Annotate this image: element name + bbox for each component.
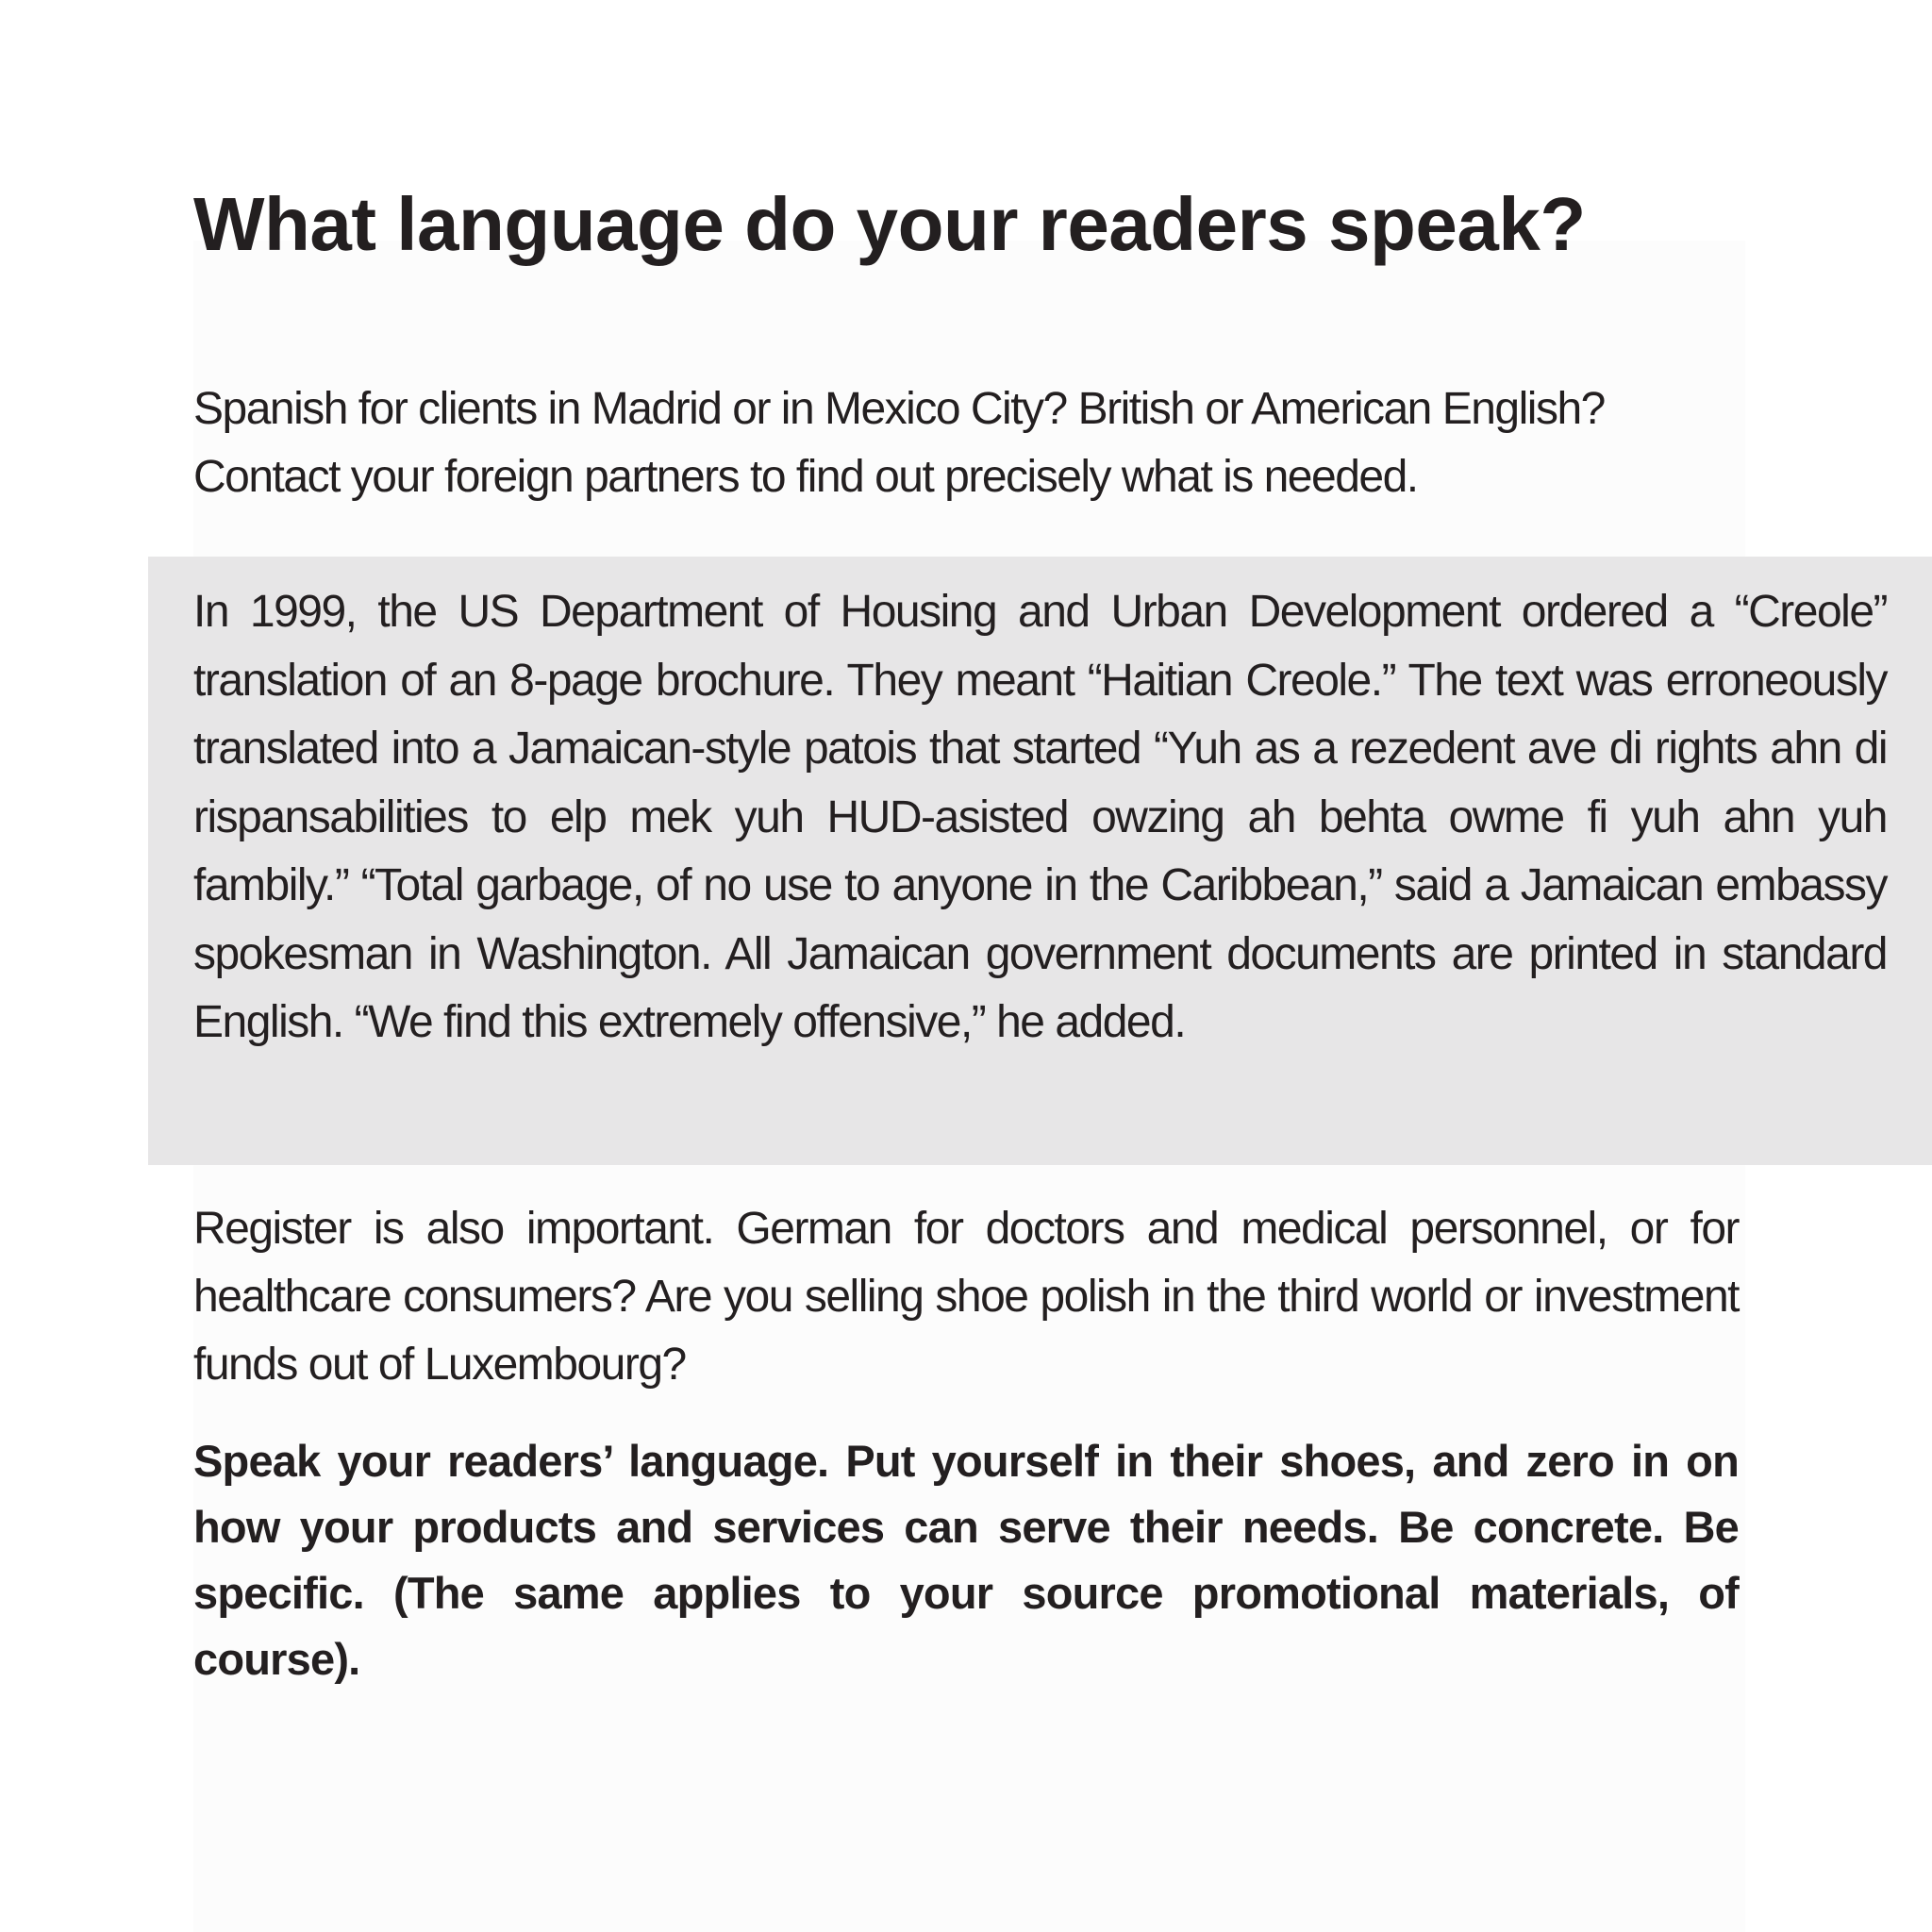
callout-text: In 1999, the US Department of Housing and Urban Development ordered a “Creole” translation of an 8-page brochure. They meant “Haitian Creole.” The text was erroneously translated into a Jamaican-style patois that started “Yuh as a rezedent ave di rights ahn di rispansabilities to elp mek yuh HUD-asisted owzing ah behta owme fi yuh ahn yuh fambily.” “Total garbage, of no use to anyone in the Caribbean,” said a Jamaican embassy spokesman in Washington. All Jamaican government documents are printed in standard English. “We find this extremely offensive,” he added. [193,587,1887,1047]
example-callout-box [148,557,1932,1165]
key-advice-paragraph: Speak your readers’ language. Put yourself in their shoes, and zero in on how your products and services can serve their needs. Be concrete. Be specific. (The same applies to your source promotional materials, of course). [193,1436,1739,1684]
intro-line: Contact your foreign partners to find out precisely what is needed. [193,452,1418,502]
intro-paragraph [193,375,1740,511]
page-title: What language do your readers speak? [193,182,1586,266]
intro-line: Spanish for clients in Madrid or in Mexico City? British or American English? [193,384,1605,434]
register-paragraph: Register is also important. German for doctors and medical personnel, or for healthcare consumers? Are you selling shoe polish in the third world or investment funds out of Luxembourg? [193,1204,1739,1390]
